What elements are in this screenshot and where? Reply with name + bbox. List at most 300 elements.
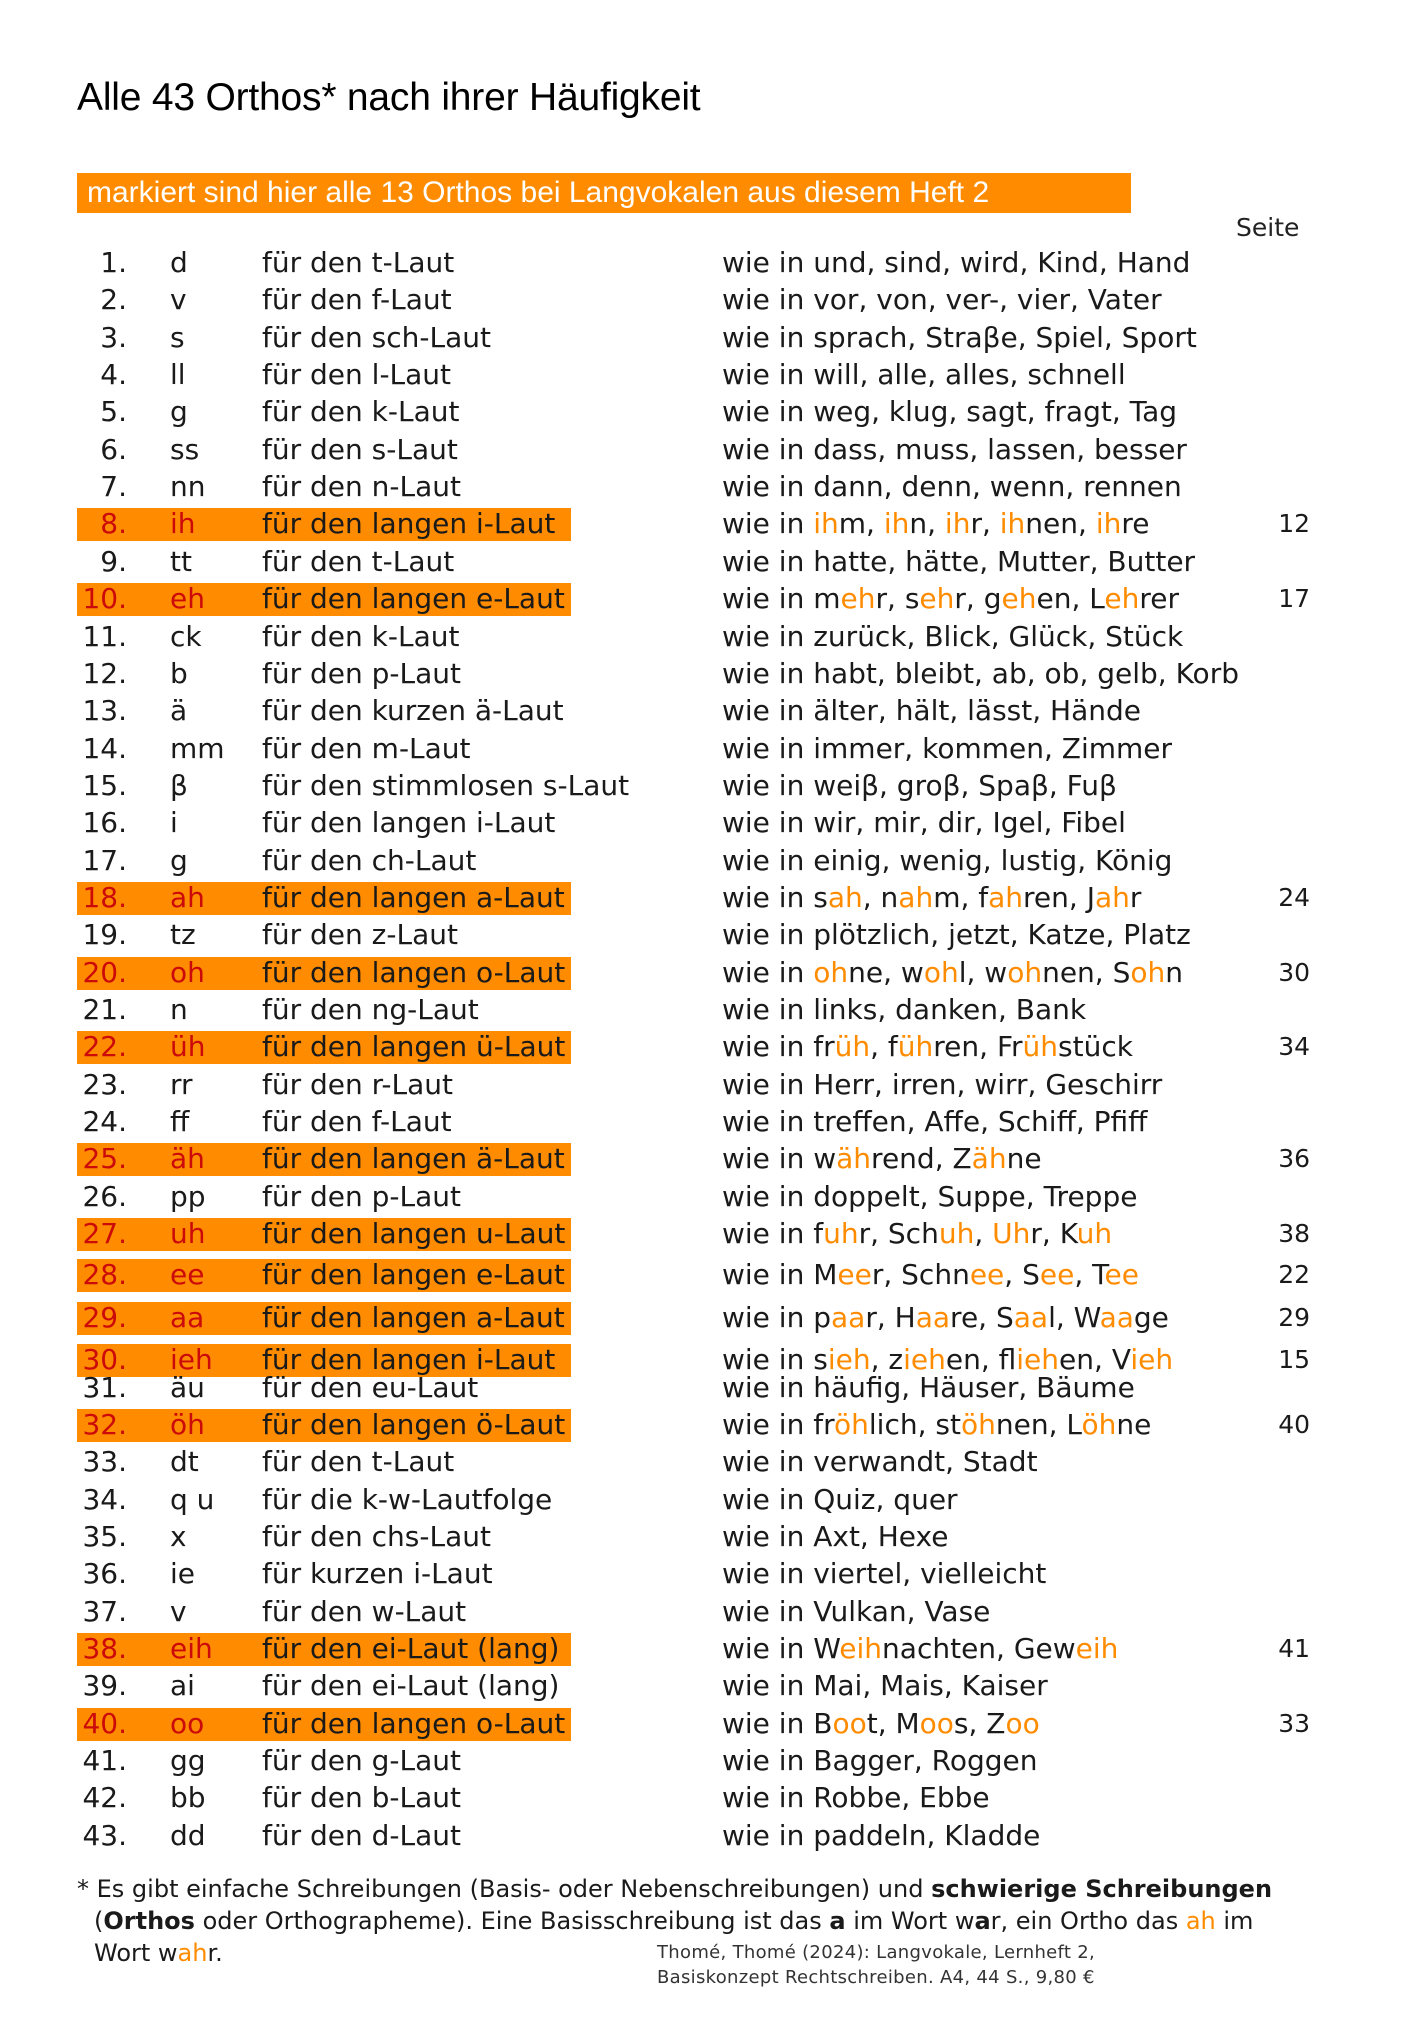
row-description: für den langen i-Laut bbox=[262, 806, 556, 840]
example-text: wie in verwandt, Stadt bbox=[722, 1445, 1038, 1479]
table-row bbox=[0, 805, 1407, 841]
example-text: , z bbox=[870, 1343, 904, 1377]
example-text: wie in dann, denn, wenn, rennen bbox=[722, 470, 1182, 504]
example-text: , f bbox=[870, 1030, 898, 1064]
row-example bbox=[722, 955, 1183, 991]
row-ortho: v bbox=[170, 283, 187, 317]
table-row bbox=[0, 1780, 1407, 1816]
footnote-ortho: ah bbox=[1185, 1907, 1216, 1935]
row-ortho: g bbox=[170, 395, 188, 429]
ortho-highlight: oh bbox=[923, 955, 959, 989]
footnote-text: im bbox=[1215, 1907, 1254, 1935]
row-description: für den langen ö-Laut bbox=[262, 1407, 566, 1441]
row-example bbox=[722, 1519, 948, 1555]
example-text: wie in einig, wenig, lustig, König bbox=[722, 843, 1173, 877]
row-ortho: eih bbox=[170, 1631, 213, 1665]
row-example bbox=[722, 1370, 1135, 1406]
row-number: 30. bbox=[82, 1343, 127, 1377]
ortho-highlight: eh bbox=[919, 582, 955, 616]
ortho-highlight: ieh bbox=[827, 1343, 871, 1377]
example-text: n, bbox=[909, 507, 945, 541]
row-number: 22. bbox=[82, 1030, 127, 1064]
row-example bbox=[722, 917, 1191, 953]
ortho-highlight: ih bbox=[999, 507, 1026, 541]
citation bbox=[657, 1940, 1095, 1990]
example-text: r bbox=[1129, 880, 1142, 914]
example-text: r, g bbox=[954, 582, 1002, 616]
ortho-highlight: ee bbox=[1104, 1258, 1139, 1292]
row-number: 36. bbox=[82, 1557, 127, 1591]
example-text: stück bbox=[1058, 1030, 1133, 1064]
footnote-bold: a bbox=[829, 1907, 846, 1935]
footnote-text: * Es gibt einfache Schreibungen (Basis- oder Nebenschreibungen) und bbox=[77, 1875, 932, 1903]
row-number: 37. bbox=[82, 1594, 127, 1628]
row-ortho: eh bbox=[170, 582, 205, 616]
row-page: 33 bbox=[1278, 1708, 1310, 1738]
example-text: wie in fr bbox=[722, 1030, 835, 1064]
row-number: 34. bbox=[82, 1482, 127, 1516]
table-row bbox=[0, 768, 1407, 804]
row-ortho: ie bbox=[170, 1557, 196, 1591]
example-text: wie in Robbe, Ebbe bbox=[722, 1781, 990, 1815]
row-example bbox=[722, 1594, 990, 1630]
row-description: für den k-Laut bbox=[262, 395, 460, 429]
table-row bbox=[0, 1556, 1407, 1592]
example-text: wie in vor, von, ver-, vier, Vater bbox=[722, 283, 1162, 317]
row-example bbox=[722, 320, 1197, 356]
table-row bbox=[0, 1104, 1407, 1140]
table-row bbox=[0, 1141, 1407, 1177]
row-example bbox=[722, 619, 1183, 655]
ortho-highlight: aa bbox=[1013, 1300, 1049, 1334]
table-row bbox=[0, 1631, 1407, 1667]
ortho-highlight: ieh bbox=[1016, 1343, 1060, 1377]
example-text: wie in f bbox=[722, 1217, 824, 1251]
row-page: 40 bbox=[1278, 1409, 1310, 1439]
example-text: wie in weiβ, groβ, Spaβ, Fuβ bbox=[722, 768, 1117, 802]
ortho-highlight: oo bbox=[1005, 1706, 1040, 1740]
row-ortho: ah bbox=[170, 880, 205, 914]
example-text: wie in m bbox=[722, 582, 841, 616]
example-text: ren, J bbox=[1023, 880, 1095, 914]
row-description: für den langen ä-Laut bbox=[262, 1142, 565, 1176]
row-number: 40. bbox=[82, 1706, 127, 1740]
row-description: für den langen e-Laut bbox=[262, 1258, 565, 1292]
example-text: nen, L bbox=[995, 1407, 1082, 1441]
ortho-highlight: aa bbox=[831, 1300, 866, 1334]
citation-line: Thomé, Thomé (2024): Langvokale, Lernheft 2, bbox=[657, 1942, 1096, 1963]
table-row bbox=[0, 1179, 1407, 1215]
footnote-line-2 bbox=[77, 1905, 1307, 1937]
row-page: 29 bbox=[1278, 1302, 1310, 1332]
ortho-highlight: öh bbox=[834, 1407, 869, 1441]
footnote-text: Wort w bbox=[94, 1939, 178, 1967]
row-description: für den langen o-Laut bbox=[262, 1706, 566, 1740]
row-example bbox=[722, 1216, 1112, 1252]
row-ortho: q u bbox=[170, 1482, 215, 1516]
footnote-text: ( bbox=[94, 1907, 104, 1935]
row-ortho: ck bbox=[170, 619, 202, 653]
ortho-highlight: ah bbox=[827, 880, 863, 914]
ortho-highlight: ee bbox=[1039, 1258, 1075, 1292]
row-example bbox=[722, 805, 1126, 841]
ortho-highlight: oo bbox=[919, 1706, 954, 1740]
row-example bbox=[722, 1631, 1118, 1667]
row-page: 17 bbox=[1278, 584, 1310, 614]
example-text: ge bbox=[1133, 1300, 1169, 1334]
example-text: wie in W bbox=[722, 1631, 840, 1665]
row-ortho: n bbox=[170, 993, 188, 1026]
row-description: für den z-Laut bbox=[262, 918, 458, 952]
example-text: re bbox=[1121, 507, 1150, 541]
example-text: wie in Mai, Mais, Kaiser bbox=[722, 1669, 1048, 1703]
row-description: für den t-Laut bbox=[262, 544, 455, 578]
row-number: 3. bbox=[100, 320, 127, 354]
row-ortho: uh bbox=[170, 1217, 206, 1251]
example-text: t, M bbox=[866, 1706, 920, 1740]
ortho-highlight: eih bbox=[839, 1631, 883, 1665]
table-row bbox=[0, 1370, 1407, 1406]
table-row bbox=[0, 506, 1407, 542]
row-ortho: β bbox=[170, 768, 188, 802]
example-text: wie in w bbox=[722, 1142, 837, 1176]
table-row bbox=[0, 917, 1407, 953]
row-ortho: g bbox=[170, 843, 188, 877]
table-row bbox=[0, 1444, 1407, 1480]
row-number: 29. bbox=[82, 1300, 127, 1334]
row-ortho: aa bbox=[170, 1300, 205, 1334]
row-example bbox=[722, 1706, 1040, 1742]
footnote-bold: Orthos bbox=[103, 1907, 195, 1935]
row-example bbox=[722, 1556, 1046, 1592]
row-ortho: tz bbox=[170, 918, 196, 952]
table-row bbox=[0, 1743, 1407, 1779]
row-example bbox=[722, 1482, 958, 1518]
row-number: 7. bbox=[100, 470, 127, 504]
table-row bbox=[0, 1257, 1407, 1293]
row-example bbox=[722, 843, 1172, 879]
row-example bbox=[722, 469, 1182, 505]
row-ortho: mm bbox=[170, 731, 225, 765]
row-example bbox=[722, 245, 1190, 281]
row-ortho: oh bbox=[170, 955, 205, 989]
row-ortho: ä bbox=[170, 694, 188, 728]
row-example bbox=[722, 1104, 1147, 1140]
ortho-highlight: eih bbox=[1075, 1631, 1119, 1665]
ortho-highlight: oh bbox=[813, 955, 849, 989]
ortho-highlight: eh bbox=[840, 582, 876, 616]
row-example bbox=[722, 1668, 1048, 1704]
example-text: , n bbox=[862, 880, 899, 914]
row-description: für den t-Laut bbox=[262, 246, 455, 279]
example-text: wie in B bbox=[722, 1706, 833, 1740]
ortho-highlight: ee bbox=[837, 1258, 872, 1292]
example-text: wie in bbox=[722, 507, 814, 541]
page-title: Alle 43 Orthos* nach ihrer Häufigkeit bbox=[77, 76, 701, 119]
example-text: wie in s bbox=[722, 880, 828, 914]
row-ortho: s bbox=[170, 320, 185, 354]
row-description: für den chs-Laut bbox=[262, 1519, 491, 1553]
row-ortho: x bbox=[170, 1519, 187, 1553]
row-description: für den r-Laut bbox=[262, 1067, 453, 1101]
row-ortho: ai bbox=[170, 1669, 195, 1703]
example-text: wie in wir, mir, dir, Igel, Fibel bbox=[722, 806, 1126, 840]
example-text: lich, st bbox=[868, 1407, 961, 1441]
row-page: 30 bbox=[1278, 957, 1310, 987]
ortho-highlight: eh bbox=[1001, 582, 1037, 616]
table-row bbox=[0, 1407, 1407, 1443]
example-text: wie in treffen, Affe, Schiff, Pfiff bbox=[722, 1105, 1148, 1139]
citation-line: Basiskonzept Rechtschreiben. A4, 44 S., 9,80 € bbox=[657, 1967, 1095, 1988]
table-row bbox=[0, 1029, 1407, 1065]
example-text: r, bbox=[970, 507, 1000, 541]
row-ortho: ss bbox=[170, 432, 200, 466]
example-text: ren, Fr bbox=[933, 1030, 1023, 1064]
table-row bbox=[0, 1818, 1407, 1854]
row-example bbox=[722, 1407, 1151, 1443]
example-text: r, H bbox=[865, 1300, 916, 1334]
row-example bbox=[722, 1780, 990, 1816]
example-text: wie in Quiz, quer bbox=[722, 1482, 958, 1516]
example-text: wie in M bbox=[722, 1258, 838, 1292]
row-description: für den eu-Laut bbox=[262, 1370, 479, 1404]
row-number: 5. bbox=[100, 395, 127, 429]
example-text: ne, w bbox=[848, 955, 924, 989]
example-text: wie in und, sind, wird, Kind, Hand bbox=[722, 246, 1191, 279]
row-description: für den stimmlosen s-Laut bbox=[262, 768, 630, 802]
row-ortho: gg bbox=[170, 1744, 206, 1777]
row-description: für den m-Laut bbox=[262, 731, 471, 765]
row-description: für den sch-Laut bbox=[262, 320, 491, 354]
example-text: rend, Z bbox=[871, 1142, 972, 1176]
row-ortho: pp bbox=[170, 1179, 206, 1213]
example-text: re, S bbox=[950, 1300, 1014, 1334]
row-number: 21. bbox=[82, 993, 127, 1026]
footnote-bold: a bbox=[974, 1907, 991, 1935]
row-description: für den l-Laut bbox=[262, 358, 452, 392]
example-text: l, w bbox=[958, 955, 1008, 989]
row-example bbox=[722, 506, 1149, 542]
row-example bbox=[722, 1818, 1040, 1854]
example-text: ne bbox=[1006, 1142, 1042, 1176]
row-description: für den s-Laut bbox=[262, 432, 458, 466]
row-ortho: i bbox=[170, 806, 178, 840]
example-text: wie in p bbox=[722, 1300, 832, 1334]
row-example bbox=[722, 544, 1195, 580]
example-text: , S bbox=[1004, 1258, 1040, 1292]
ortho-highlight: oh bbox=[1007, 955, 1043, 989]
ortho-highlight: ih bbox=[883, 507, 910, 541]
row-page: 12 bbox=[1278, 509, 1310, 539]
row-description: für den langen e-Laut bbox=[262, 582, 565, 616]
ortho-highlight: oo bbox=[832, 1706, 867, 1740]
row-description: für den n-Laut bbox=[262, 470, 461, 504]
example-text: wie in weg, klug, sagt, fragt, Tag bbox=[722, 395, 1178, 429]
ortho-highlight: öh bbox=[960, 1407, 996, 1441]
row-description: für den langen a-Laut bbox=[262, 1300, 565, 1334]
row-number: 43. bbox=[82, 1818, 127, 1852]
row-ortho: ff bbox=[170, 1105, 190, 1139]
row-example bbox=[722, 1067, 1162, 1103]
row-number: 6. bbox=[100, 432, 127, 466]
row-number: 24. bbox=[82, 1105, 127, 1139]
row-description: für den w-Laut bbox=[262, 1594, 467, 1628]
example-text: wie in s bbox=[722, 1343, 828, 1377]
highlight-banner: markiert sind hier alle 13 Orthos bei Langvokalen aus diesem Heft 2 bbox=[77, 173, 1131, 213]
table-row bbox=[0, 955, 1407, 991]
row-number: 26. bbox=[82, 1179, 127, 1213]
row-description: für den langen u-Laut bbox=[262, 1217, 566, 1251]
row-ortho: tt bbox=[170, 544, 192, 578]
table-row bbox=[0, 880, 1407, 916]
row-number: 20. bbox=[82, 955, 127, 989]
table-row bbox=[0, 581, 1407, 617]
row-number: 16. bbox=[82, 806, 127, 840]
row-ortho: ih bbox=[170, 507, 196, 541]
example-text: wie in will, alle, alles, schnell bbox=[722, 358, 1126, 392]
example-text: wie in immer, kommen, Zimmer bbox=[722, 731, 1173, 765]
row-page: 15 bbox=[1278, 1345, 1310, 1375]
row-description: für den ei-Laut (lang) bbox=[262, 1669, 560, 1703]
ortho-highlight: aa bbox=[1099, 1300, 1134, 1334]
row-number: 13. bbox=[82, 694, 127, 728]
row-page: 34 bbox=[1278, 1032, 1310, 1062]
table-row bbox=[0, 619, 1407, 655]
ortho-highlight: ah bbox=[898, 880, 934, 914]
table-row bbox=[0, 432, 1407, 468]
row-page: 22 bbox=[1278, 1260, 1310, 1290]
example-text: r, s bbox=[875, 582, 920, 616]
table-row bbox=[0, 1519, 1407, 1555]
row-ortho: rr bbox=[170, 1067, 193, 1101]
example-text: wie in Axt, Hexe bbox=[722, 1519, 949, 1553]
table-row bbox=[0, 1300, 1407, 1336]
ortho-highlight: äh bbox=[971, 1142, 1007, 1176]
table-row bbox=[0, 357, 1407, 393]
row-number: 38. bbox=[82, 1631, 127, 1665]
example-text: wie in fr bbox=[722, 1407, 834, 1441]
footnote-text: r. bbox=[207, 1939, 223, 1967]
row-ortho: dt bbox=[170, 1445, 199, 1479]
row-description: für den langen a-Laut bbox=[262, 880, 565, 914]
row-number: 9. bbox=[100, 544, 127, 578]
row-number: 27. bbox=[82, 1217, 127, 1251]
row-example bbox=[722, 1029, 1133, 1065]
example-text: wie in zurück, Blick, Glück, Stück bbox=[722, 619, 1184, 653]
row-example bbox=[722, 656, 1239, 692]
row-ortho: v bbox=[170, 1594, 187, 1628]
example-text: n bbox=[1165, 955, 1184, 989]
example-text: wie in Vulkan, Vase bbox=[722, 1594, 991, 1628]
row-ortho: d bbox=[170, 246, 188, 279]
example-text: wie in links, danken, Bank bbox=[722, 993, 1087, 1026]
table-row bbox=[0, 843, 1407, 879]
table-row bbox=[0, 1067, 1407, 1103]
table-row bbox=[0, 656, 1407, 692]
row-number: 33. bbox=[82, 1445, 127, 1479]
table-row bbox=[0, 693, 1407, 729]
footnote-text: r, ein Ortho das bbox=[990, 1907, 1186, 1935]
row-ortho: äu bbox=[170, 1370, 205, 1404]
example-text: wie in Herr, irren, wirr, Geschirr bbox=[722, 1067, 1163, 1101]
example-text: wie in hatte, hätte, Mutter, Butter bbox=[722, 544, 1196, 578]
row-number: 28. bbox=[82, 1258, 127, 1292]
ortho-highlight: oh bbox=[1130, 955, 1166, 989]
row-number: 25. bbox=[82, 1142, 127, 1176]
example-text: r, Sch bbox=[858, 1217, 939, 1251]
example-text: ne bbox=[1116, 1407, 1152, 1441]
example-text: m, bbox=[838, 507, 884, 541]
row-ortho: ieh bbox=[170, 1343, 213, 1377]
row-number: 18. bbox=[82, 880, 127, 914]
row-ortho: öh bbox=[170, 1407, 205, 1441]
row-example bbox=[722, 432, 1187, 468]
example-text: wie in habt, bleibt, ab, ob, gelb, Korb bbox=[722, 656, 1239, 690]
row-ortho: oo bbox=[170, 1706, 205, 1740]
example-text: wie in plötzlich, jetzt, Katze, Platz bbox=[722, 918, 1191, 952]
row-number: 15. bbox=[82, 768, 127, 802]
ortho-highlight: uh bbox=[823, 1217, 859, 1251]
row-number: 12. bbox=[82, 656, 127, 690]
example-text: l, W bbox=[1048, 1300, 1100, 1334]
example-text: rer bbox=[1139, 582, 1179, 616]
table-row bbox=[0, 245, 1407, 281]
row-page: 36 bbox=[1278, 1144, 1310, 1174]
ortho-highlight: ieh bbox=[1130, 1343, 1174, 1377]
example-text: wie in älter, hält, lässt, Hände bbox=[722, 694, 1142, 728]
row-ortho: dd bbox=[170, 1818, 206, 1852]
row-number: 42. bbox=[82, 1781, 127, 1815]
row-example bbox=[722, 693, 1141, 729]
row-number: 35. bbox=[82, 1519, 127, 1553]
row-description: für die k-w-Lautfolge bbox=[262, 1482, 553, 1516]
row-number: 31. bbox=[82, 1370, 127, 1404]
row-example bbox=[722, 581, 1179, 617]
row-ortho: äh bbox=[170, 1142, 205, 1176]
example-text: wie in doppelt, Suppe, Treppe bbox=[722, 1179, 1138, 1213]
ortho-highlight: ieh bbox=[903, 1343, 946, 1377]
row-description: für den f-Laut bbox=[262, 283, 452, 317]
row-description: für den t-Laut bbox=[262, 1445, 455, 1479]
ortho-highlight: ah bbox=[1094, 880, 1130, 914]
row-ortho: b bbox=[170, 656, 188, 690]
example-text: nen, bbox=[1025, 507, 1096, 541]
row-ortho: nn bbox=[170, 470, 206, 504]
row-example bbox=[722, 394, 1177, 430]
example-text: , T bbox=[1074, 1258, 1105, 1292]
footnote-text: oder Orthographeme). Eine Basisschreibung ist das bbox=[194, 1907, 830, 1935]
row-example bbox=[722, 731, 1172, 767]
example-text: wie in dass, muss, lassen, besser bbox=[722, 432, 1187, 466]
table-row bbox=[0, 1482, 1407, 1518]
ortho-highlight: üh bbox=[897, 1030, 934, 1064]
row-number: 41. bbox=[82, 1744, 127, 1777]
ortho-highlight: ah bbox=[988, 880, 1024, 914]
example-text: wie in viertel, vielleicht bbox=[722, 1557, 1047, 1591]
row-description: für den ng-Laut bbox=[262, 993, 479, 1026]
row-number: 19. bbox=[82, 918, 127, 952]
ortho-highlight: uh bbox=[1076, 1217, 1113, 1251]
ortho-highlight: aa bbox=[915, 1300, 951, 1334]
row-description: für den langen i-Laut bbox=[262, 1343, 556, 1377]
example-text: s, Z bbox=[953, 1706, 1006, 1740]
row-number: 4. bbox=[100, 358, 127, 392]
footnote-bold: schwierige Schreibungen bbox=[931, 1875, 1273, 1903]
row-number: 11. bbox=[82, 619, 127, 653]
ortho-highlight: ih bbox=[813, 507, 839, 541]
example-text: wie in paddeln, Kladde bbox=[722, 1818, 1041, 1852]
row-example bbox=[722, 768, 1117, 804]
